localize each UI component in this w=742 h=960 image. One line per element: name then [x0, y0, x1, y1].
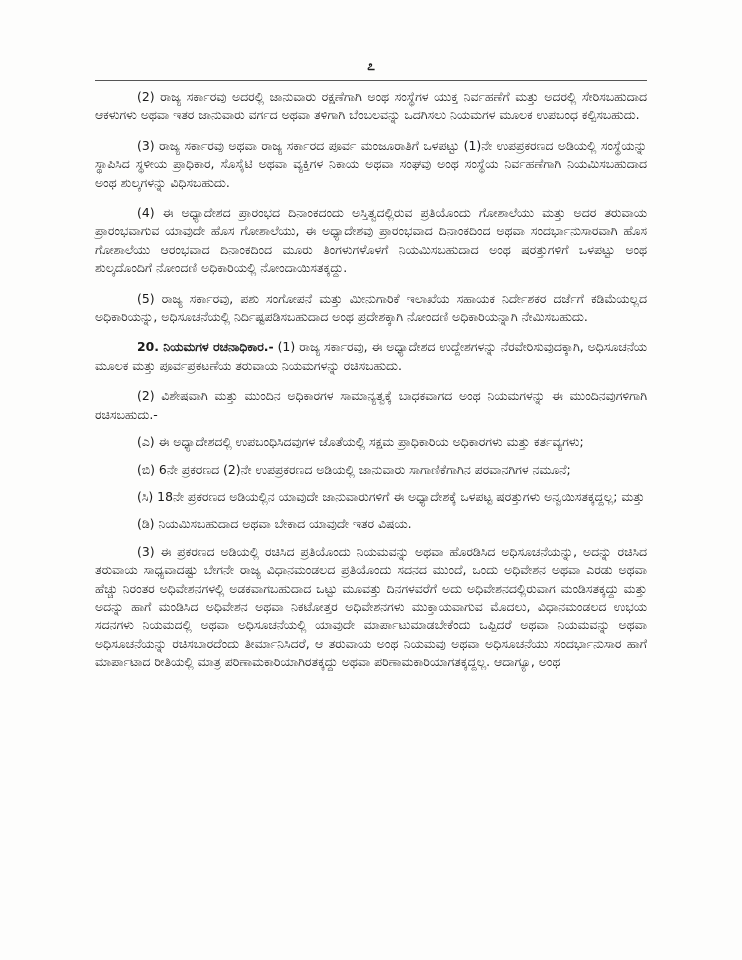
subsection-3: (3) ಈ ಪ್ರಕರಣದ ಅಡಿಯಲ್ಲಿ ರಚಿಸಿದ ಪ್ರತಿಯೊಂದು ನಿಯಮವನ್ನು ಅಥವಾ ಹೊರಡಿಸಿದ ಅಧಿಸೂಚನೆಯನ್ನು, ಅದನ್ನು ರಚಿಸಿದ ತರುವಾಯ ಸಾಧ್ಯವಾದಷ್ಟು ಬೇಗನೇ ರಾಜ್ಯ ವಿಧಾನಮಂಡಲದ ಪ್ರತಿಯೊಂದು ಸದನದ ಮುಂದೆ, ಒಂದು ಅಧಿವೇಶನ ಅಥವಾ ಎರಡು ಅಥವಾ ಹೆಚ್ಚು ನಿರಂತರ ಅಧಿವೇಶನಗಳಲ್ಲಿ ಅಡಕವಾಗಬಹುದಾದ ಒಟ್ಟು ಮೂವತ್ತು ದಿನಗಳವರೆಗೆ ಅದು ಅಧಿವೇಶನದಲ್ಲಿರುವಾಗ ಮಂಡಿಸತಕ್ಕದ್ದು ಮತ್ತು ಅದನ್ನು ಹಾಗೆ ಮಂಡಿಸಿದ ಅಧಿವೇಶನ ಅಥವಾ ನಿಕಟೋತ್ತರ ಅಧಿವೇಶನಗಳು ಮುಕ್ತಾಯವಾಗುವ ಮೊದಲು, ವಿಧಾನಮಂಡಲದ ಉಭಯ ಸದನಗಳು ನಿಯಮದಲ್ಲಿ ಅಥವಾ ಅಧಿಸೂಚನೆಯಲ್ಲಿ ಯಾವುದೇ ಮಾರ್ಪಾಟುಮಾಡಬೇಕೆಂದು ಒಪ್ಪಿದರೆ ಅಥವಾ ನಿಯಮವನ್ನು ಅಥವಾ ಅಧಿಸೂಚನೆಯನ್ನು ರಚಿಸಬಾರದೆಂದು ತೀರ್ಮಾನಿಸಿದರೆ, ಆ ತರುವಾಯ ಅಂಥ ನಿಯಮವು ಅಥವಾ ಅಧಿಸೂಚನೆಯು ಸಂದರ್ಭಾನುಸಾರ ಹಾಗೆ ಮಾರ್ಪಾಟಾದ ರೀತಿಯಲ್ಲಿ ಮಾತ್ರ ಪರಿಣಾಮಕಾರಿಯಾಗಿರತಕ್ಕದ್ದು ಅಥವಾ ಪರಿಣಾಮಕಾರಿಯಾಗತಕ್ಕದ್ದಲ್ಲ. ಆದಾಗ್ಯೂ, ಅಂಥ [95, 543, 647, 670]
document-body [95, 88, 647, 684]
section-20 [95, 338, 647, 375]
clause-b: (ಬಿ) 6ನೇ ಪ್ರಕರಣದ (2)ನೇ ಉಪಪ್ರಕರಣದ ಅಡಿಯಲ್ಲಿ ಜಾನುವಾರು ಸಾಗಾಣಿಕೆಗಾಗಿನ ಪರವಾನಗಿಗಳ ನಮೂನೆ; [137, 461, 571, 477]
paragraph-2: (2) ರಾಜ್ಯ ಸರ್ಕಾರವು ಅದರಲ್ಲಿ ಜಾನುವಾರು ರಕ್ಷಣೆಗಾಗಿ ಅಂಥ ಸಂಸ್ಥೆಗಳ ಯುಕ್ತ ನಿರ್ವಹಣೆಗೆ ಮತ್ತು ಅದರಲ್ಲಿ ಸೇರಿಸಬಹುದಾದ ಆಕಳುಗಳು ಅಥವಾ ಇತರ ಜಾನುವಾರು ವರ್ಗದ ಅಥವಾ ತಳಿಗಾಗಿ ಬೆಂಬಲವನ್ನು ಒದಗಿಸಲು ನಿಯಮಗಳ ಮೂಲಕ ಉಪಬಂಧ ಕಲ್ಪಿಸಬಹುದು. [95, 89, 647, 123]
clause-d: (ಡಿ) ನಿಯಮಿಸಬಹುದಾದ ಅಥವಾ ಬೇಕಾದ ಯಾವುದೇ ಇತರ ವಿಷಯ. [137, 516, 412, 532]
section-20-text: (1) ರಾಜ್ಯ ಸರ್ಕಾರವು, ಈ ಅಧ್ಯಾದೇಶದ ಉದ್ದೇಶಗಳನ್ನು ನೆರವೇರಿಸುವುದಕ್ಕಾಗಿ, ಅಧಿಸೂಚನೆಯ ಮೂಲಕ ಮತ್ತು ಪೂರ್ವಪ್ರಕಟಣೆಯ ತರುವಾಯ ನಿಯಮಗಳನ್ನು ರಚಿಸಬಹುದು. [95, 339, 647, 373]
subsection-2: (2) ವಿಶೇಷವಾಗಿ ಮತ್ತು ಮುಂದಿನ ಅಧಿಕಾರಗಳ ಸಾಮಾನ್ಯತ್ವಕ್ಕೆ ಬಾಧಕವಾಗದ ಅಂಥ ನಿಯಮಗಳನ್ನು ಈ ಮುಂದಿನವುಗಳಿಗಾಗಿ ರಚಿಸಬಹುದು.- [95, 388, 647, 422]
paragraph-4: (4) ಈ ಅಧ್ಯಾದೇಶದ ಪ್ರಾರಂಭದ ದಿನಾಂಕದಂದು ಅಸ್ತಿತ್ವದಲ್ಲಿರುವ ಪ್ರತಿಯೊಂದು ಗೋಶಾಲೆಯು ಮತ್ತು ಅದರ ತರುವಾಯ ಪ್ರಾರಂಭವಾಗುವ ಯಾವುದೇ ಹೊಸ ಗೋಶಾಲೆಯು, ಈ ಅಧ್ಯಾದೇಶವು ಪ್ರಾರಂಭವಾದ ದಿನಾಂಕದಿಂದ ಅಥವಾ ಸಂದರ್ಭಾನುಸಾರವಾಗಿ ಹೊಸ ಗೋಶಾಲೆಯು ಆರಂಭವಾದ ದಿನಾಂಕದಿಂದ ಮೂರು ತಿಂಗಳುಗಳೊಳಗೆ ನಿಯಮಿಸಬಹುದಾದ ಅಂಥ ಷರತ್ತುಗಳಿಗೆ ಒಳಪಟ್ಟು ಅಂಥ ಶುಲ್ಕದೊಂದಿಗೆ ನೋಂದಣಿ ಅಧಿಕಾರಿಯಲ್ಲಿ ನೋಂದಾಯಿಸತಕ್ಕದ್ದು. [95, 205, 647, 276]
section-20-title: 20. ನಿಯಮಗಳ ರಚನಾಧಿಕಾರ.- [137, 339, 274, 355]
paragraph-3: (3) ರಾಜ್ಯ ಸರ್ಕಾರವು ಅಥವಾ ರಾಜ್ಯ ಸರ್ಕಾರದ ಪೂರ್ವ ಮಂಜೂರಾತಿಗೆ ಒಳಪಟ್ಟು (1)ನೇ ಉಪಪ್ರಕರಣದ ಅಡಿಯಲ್ಲಿ ಸಂಸ್ಥೆಯನ್ನು ಸ್ಥಾಪಿಸಿದ ಸ್ಥಳೀಯ ಪ್ರಾಧಿಕಾರ, ಸೊಸೈಟಿ ಅಥವಾ ವ್ಯಕ್ತಿಗಳ ನಿಕಾಯ ಅಥವಾ ಸಂಘವು ಅಂಥ ಸಂಸ್ಥೆಯ ನಿರ್ವಹಣೆಗಾಗಿ ನಿಯಮಿಸಬಹುದಾದ ಅಂಥ ಶುಲ್ಕಗಳನ್ನು ವಿಧಿಸಬಹುದು. [95, 137, 647, 190]
header-rule [95, 80, 647, 81]
paragraph-5: (5) ರಾಜ್ಯ ಸರ್ಕಾರವು, ಪಶು ಸಂಗೋಪನೆ ಮತ್ತು ಮೀನುಗಾರಿಕೆ ಇಲಾಖೆಯ ಸಹಾಯಕ ನಿರ್ದೇಶಕರ ದರ್ಜೆಗೆ ಕಡಿಮೆಯಲ್ಲದ ಅಧಿಕಾರಿಯನ್ನು, ಅಧಿಸೂಚನೆಯಲ್ಲಿ ನಿರ್ದಿಷ್ಟಪಡಿಸಬಹುದಾದ ಅಂಥ ಪ್ರದೇಶಕ್ಕಾಗಿ ನೋಂದಣಿ ಅಧಿಕಾರಿಯನ್ನಾಗಿ ನೇಮಿಸಬಹುದು. [95, 290, 647, 325]
clause-c: (ಸಿ) 18ನೇ ಪ್ರಕರಣದ ಅಡಿಯಲ್ಲಿನ ಯಾವುದೇ ಜಾನುವಾರುಗಳಿಗೆ ಈ ಅಧ್ಯಾದೇಶಕ್ಕೆ ಒಳಪಟ್ಟ ಷರತ್ತುಗಳು ಅನ್ವಯಿಸತಕ್ಕದ್ದಲ್ಲ; ಮತ್ತು [137, 488, 645, 504]
clause-a: (ಎ) ಈ ಅಧ್ಯಾದೇಶದಲ್ಲಿ ಉಪಬಂಧಿಸಿದವುಗಳ ಜೊತೆಯಲ್ಲಿ ಸಕ್ಷಮ ಪ್ರಾಧಿಕಾರಿಯ ಅಧಿಕಾರಗಳು ಮತ್ತು ಕರ್ತವ್ಯಗಳು; [137, 434, 584, 450]
page-number: ೭ [367, 58, 375, 74]
